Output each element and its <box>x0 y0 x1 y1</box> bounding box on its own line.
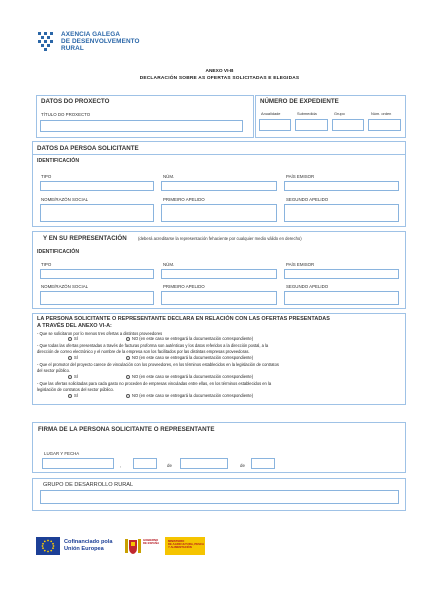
representative-id-title: IDENTIFICACIÓN <box>37 249 80 255</box>
item-1-no-radio[interactable] <box>126 337 130 341</box>
applicant-type-label: TIPO <box>41 174 52 179</box>
place-date-label: LUGAR Y FECHA <box>44 451 80 456</box>
applicant-name-label: NOME/RAZÓN SOCIAL <box>41 197 89 202</box>
item-2-no-label: NO (en este caso se entregará la documentación correspondiente) <box>132 355 254 360</box>
month-input[interactable] <box>180 458 228 469</box>
ministry-line-1: MINISTERIO <box>168 539 185 543</box>
representative-surname1-label: PRIMEIRO APELIDO <box>163 284 205 289</box>
representative-surname1-input[interactable] <box>161 291 277 305</box>
representative-type-input[interactable] <box>40 269 154 279</box>
item-1-no-label: NO (en este caso se entregará la documentación correspondiente) <box>132 336 254 341</box>
file-year-label: Anualidade <box>261 111 281 116</box>
eu-cofinanced-text <box>64 539 112 552</box>
item-4-yes-radio[interactable] <box>68 394 72 398</box>
representative-type-label: TIPO <box>41 262 52 267</box>
spain-coat-of-arms-icon <box>124 537 142 555</box>
declaration-item-2-line2: dirección de correo electrónico y el nombre de la empresa son los facilitados por las distintas empresas proveedoras. <box>37 349 250 354</box>
file-submeasure-input[interactable] <box>295 119 328 131</box>
representative-surname2-label: SEGUNDO APELIDO <box>286 284 329 289</box>
agency-line-1: AXENCIA GALEGA <box>61 31 121 38</box>
agency-name <box>61 31 140 53</box>
representative-name-input[interactable] <box>40 291 154 305</box>
gobierno-text <box>143 539 159 545</box>
project-section-title: DATOS DO PROXECTO <box>41 98 110 105</box>
applicant-divider <box>33 154 405 155</box>
file-submeasure-label: Submedida <box>297 111 317 116</box>
applicant-section-title: DATOS DA PERSOA SOLICITANTE <box>37 145 139 152</box>
comma-separator: , <box>120 463 122 468</box>
item-2-yes-radio[interactable] <box>68 356 72 360</box>
item-2-yes-label: SÍ <box>74 355 78 360</box>
de-separator-1: de <box>167 463 172 468</box>
applicant-country-input[interactable] <box>284 181 399 191</box>
item-3-no-label: NO (en este caso se entregará la documentación correspondiente) <box>132 374 254 379</box>
declaration-title: DECLARACIÓN SOBRE AS OFERTAS SOLICITADAS E ELEGIDAS <box>139 76 300 81</box>
item-2-no-radio[interactable] <box>126 356 130 360</box>
signature-section-title: FIRMA DE LA PERSONA SOLICITANTE O REPRESENTANTE <box>38 426 215 433</box>
file-order-label: Núm. orden <box>371 111 392 116</box>
declaration-item-4-line1: - Que las ofertas solicitadas para cada gasto no proceden de empresas vinculadas entre ellas, en los términos establecidos en la <box>37 381 272 386</box>
annex-title: ANEXO VI-B <box>205 69 234 74</box>
file-year-input[interactable] <box>259 119 291 131</box>
year-input[interactable] <box>251 458 275 469</box>
agency-line-2: DE DESENVOLVEMENTO <box>61 38 140 46</box>
day-input[interactable] <box>133 458 157 469</box>
de-separator-2: de <box>240 463 245 468</box>
applicant-name-input[interactable] <box>40 204 154 222</box>
declaration-title-line2: A TRAVÉS DEL ANEXO VI-A: <box>37 323 112 329</box>
project-title-input[interactable] <box>40 120 243 132</box>
representative-country-label: PAÍS EMISOR <box>286 262 315 267</box>
file-group-label: Grupo <box>334 111 345 116</box>
rural-group-title: GRUPO DE DESARROLLO RURAL <box>43 482 134 488</box>
file-order-input[interactable] <box>368 119 401 131</box>
representative-number-input[interactable] <box>161 269 277 279</box>
item-4-no-label: NO (en este caso se entregará la documentación correspondiente) <box>132 393 254 398</box>
declaration-item-4-line2: legislación de contratos del sector público. <box>37 387 114 392</box>
representative-number-label: NÚM. <box>163 262 175 267</box>
declaration-item-1: - Que se solicitaron por lo menos tres ofertas a distintos proveedores <box>37 331 163 336</box>
applicant-surname2-label: SEGUNDO APELIDO <box>286 197 329 202</box>
gobierno-line-2: DE ESPAÑA <box>143 541 160 546</box>
applicant-type-input[interactable] <box>40 181 154 191</box>
item-3-yes-radio[interactable] <box>68 375 72 379</box>
representative-surname2-input[interactable] <box>284 291 399 305</box>
applicant-id-title: IDENTIFICACIÓN <box>37 158 80 164</box>
declaration-item-3-line2: del sector público. <box>37 368 70 373</box>
declaration-item-2-line1: - Que todas las ofertas presentadas a través de facturas proforma son auténticas y los datos referidos a la dirección postal, a la <box>37 343 269 348</box>
ministry-line-3: Y ALIMENTACIÓN <box>168 545 192 550</box>
eu-flag-icon <box>36 537 60 555</box>
file-group-input[interactable] <box>332 119 364 131</box>
place-input[interactable] <box>42 458 114 469</box>
item-1-yes-label: SÍ <box>74 336 78 341</box>
agency-line-3: RURAL <box>61 45 84 53</box>
gobierno-line-1: GOBIERNO <box>143 538 159 542</box>
representative-section-title: Y EN SU REPRESENTACIÓN <box>43 235 127 242</box>
representative-name-label: NOME/RAZÓN SOCIAL <box>41 284 89 289</box>
item-4-yes-label: SÍ <box>74 393 78 398</box>
rural-group-input[interactable] <box>40 490 399 504</box>
applicant-number-label: NÚM. <box>163 174 175 179</box>
item-3-yes-label: SÍ <box>74 374 78 379</box>
applicant-surname1-input[interactable] <box>161 204 277 222</box>
item-4-no-radio[interactable] <box>126 394 130 398</box>
declaration-title-line1: LA PERSONA SOLICITANTE O REPRESENTANTE DECLARA EN RELACIÓN CON LAS OFERTAS PRESENTADAS <box>37 316 330 322</box>
ministry-line-2: DE AGRICULTURA, PESCA <box>168 542 205 547</box>
declaration-item-3-line1: - Que el promotor del proyecto carece de vinculación con los proveedores, en los términos establecidos en la legislación de contratos <box>37 362 279 367</box>
applicant-number-input[interactable] <box>161 181 277 191</box>
item-3-no-radio[interactable] <box>126 375 130 379</box>
applicant-country-label: PAÍS EMISOR <box>286 174 315 179</box>
applicant-surname1-label: PRIMEIRO APELIDO <box>163 197 205 202</box>
project-title-label: TÍTULO DO PROXECTO <box>41 112 91 117</box>
agency-logo-icon <box>36 30 56 52</box>
eu-line-1: Cofinanciado pola <box>64 539 113 545</box>
item-1-yes-radio[interactable] <box>68 337 72 341</box>
representative-note: (deberá acreditarse la representación fehaciente por cualquier medio válido en derecho) <box>138 236 302 241</box>
file-number-title: NÚMERO DE EXPEDIENTE <box>260 98 339 105</box>
applicant-surname2-input[interactable] <box>284 204 399 222</box>
ministry-text <box>168 540 204 550</box>
eu-line-2: Unión Europea <box>64 545 104 552</box>
representative-country-input[interactable] <box>284 269 399 279</box>
